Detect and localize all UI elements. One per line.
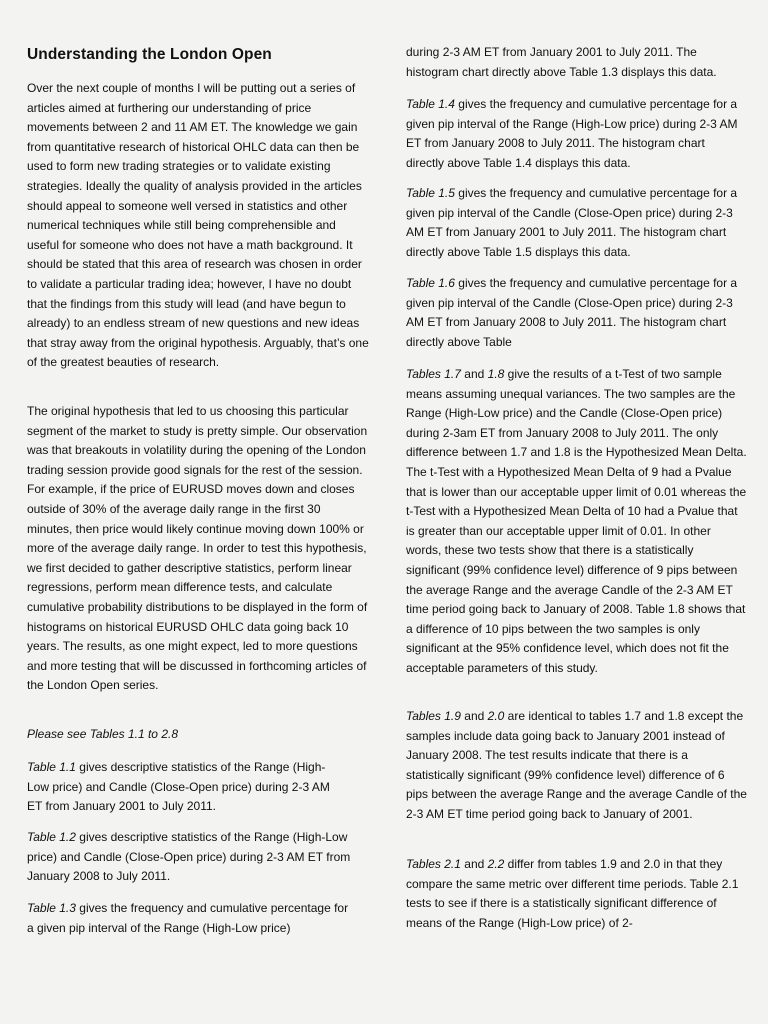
tables-2-1-2-2-text: differ from tables 1.9 and 2.0 in that they compare the same metric over different time periods. Table 2.1 tests to see if there is a statistically significant difference of means of the Range (High-Low price) of 2- <box>406 857 739 930</box>
tables-reference-text: Please see Tables 1.1 to 2.8 <box>27 727 178 741</box>
tables-2-2-label: 2.2 <box>487 857 505 871</box>
table-1-4-paragraph <box>406 95 741 173</box>
table-1-2-text: gives descriptive statistics of the Range (High-Low price) and Candle (Close-Open price) during 2-3 AM ET from January 2008 to July 2011. <box>27 830 351 884</box>
table-1-1-label: Table 1.1 <box>27 760 76 774</box>
tables-reference <box>27 725 369 745</box>
table-1-3-label: Table 1.3 <box>27 901 76 915</box>
table-1-3-text: gives the frequency and cumulative percentage for a given pip interval of the Range (High-Low price) <box>27 901 349 935</box>
table-1-5-paragraph <box>406 184 741 262</box>
table-1-6-label: Table 1.6 <box>406 276 455 290</box>
table-1-1-text: gives descriptive statistics of the Range (High-Low price) and Candle (Close-Open price) during 2-3 AM ET from January 2001 to July 2011. <box>27 760 330 814</box>
table-1-5-label: Table 1.5 <box>406 186 455 200</box>
tables-2-0-label: 2.0 <box>487 709 505 723</box>
tables-2-1-label: Tables 2.1 <box>406 857 461 871</box>
table-1-2-label: Table 1.2 <box>27 830 76 844</box>
table-1-6-paragraph <box>406 274 741 352</box>
intro-paragraph: Over the next couple of months I will be putting out a series of articles aimed at furthering our understanding of price movements between 2 and 11 AM ET. The knowledge we gain from quantitative research of historical OHLC data can then be used to form new trading strategies or to validate existing strategies. Ideally the quality of analysis provided in the articles should appeal to someone well versed in statistics and other numerical techniques while still being comprehensible and useful for someone who does not have a math background. It should be stated that this area of research was chosen in order to validate a particular trading idea; however, I have no doubt that the findings from this study will lead (and have begun to already) to an endless stream of new questions and new ideas that stray away from the original hypothesis. Arguably, that’s one of the greatest beauties of research. <box>27 81 369 370</box>
tables-1-8-label: 1.8 <box>487 367 505 381</box>
table-1-3-paragraph <box>27 899 357 938</box>
table-1-4-label: Table 1.4 <box>406 97 455 111</box>
table-1-6-text: gives the frequency and cumulative percentage for a given pip interval of the Candle (Close-Open price) during 2-3 AM ET from January 2008 to July 2011. The histogram chart directly above Table <box>406 276 738 349</box>
article-title: Understanding the London Open <box>27 46 272 63</box>
tables-1-7-and: and <box>460 367 488 381</box>
tables-1-9-label: Tables 1.9 <box>406 709 461 723</box>
tables-2-1-2-2-paragraph <box>406 855 748 933</box>
hypothesis-paragraph: The original hypothesis that led to us choosing this particular segment of the market to study is pretty simple. Our observation was that breakouts in volatility during the opening of the London trading session provide good signals for the rest of the session. For example, if the price of EURUSD moves down and closes outside of 30% of the average daily range in the first 30 minutes, then price would likely continue moving down 100% or more of the average daily range. In order to test this hypothesis, we first decided to gather descriptive statistics, perform linear regressions, perform mean difference tests, and calculate cumulative probability distributions to be displayed in the form of histograms on historical EURUSD OHLC data going back 10 years. The results, as one might expect, led to more questions and more testing that will be discussed in forthcoming articles of the London Open series. <box>27 404 368 693</box>
tables-1-9-and: and <box>460 709 488 723</box>
tables-1-9-2-0-paragraph <box>406 707 748 825</box>
table-1-3-continued: during 2-3 AM ET from January 2001 to July 2011. The histogram chart directly above Table 1.3 displays this data. <box>406 45 717 79</box>
tables-1-7-1-8-text: give the results of a t-Test of two sample means assuming unequal variances. The two samples are the Range (High-Low price) and the Candle (Close-Open price) during 2-3am ET from January 2008 to July 2011. The only difference between 1.7 and 1.8 is the Hypothesized Mean Delta. The t-Test with a Hypothesized Mean Delta of 9 had a Pvalue that is lower than our acceptable upper limit of 0.01 whereas the t-Test with a Hypothesized Mean Delta of 10 had a Pvalue that is greater than our acceptable upper limit of 0.01. In other words, these two tests show that there is a statistically significant (99% confidence level) difference of 9 pips between the average Range and the average Candle of the 2-3 AM ET time period going back to January of 2008. Table 1.8 shows that a difference of 10 pips between the two samples is only significant at the 95% confidence level, which does not fit the acceptable parameters of this study. <box>406 367 747 675</box>
tables-2-1-and: and <box>460 857 488 871</box>
table-1-4-text: gives the frequency and cumulative percentage for a given pip interval of the Range (High-Low price) during 2-3 AM ET from January 2008 to July 2011. The histogram chart directly above Table 1.4 displays this data. <box>406 97 738 170</box>
table-1-2-paragraph <box>27 828 369 887</box>
table-1-1-paragraph <box>27 758 345 817</box>
tables-1-7-1-8-paragraph <box>406 365 748 679</box>
tables-1-9-2-0-text: are identical to tables 1.7 and 1.8 except the samples include data going back to January 2001 instead of January 2008. The test results indicate that there is a statistically significant (99% confidence level) difference of 6 pips between the average Range and the average Candle of the 2-3 AM ET time period going back to January of 2001. <box>406 709 747 821</box>
table-1-5-text: gives the frequency and cumulative percentage for a given pip interval of the Candle (Close-Open price) during 2-3 AM ET from January 2001 to July 2011. The histogram chart directly above Table 1.5 displays this data. <box>406 186 738 259</box>
tables-1-7-label: Tables 1.7 <box>406 367 461 381</box>
